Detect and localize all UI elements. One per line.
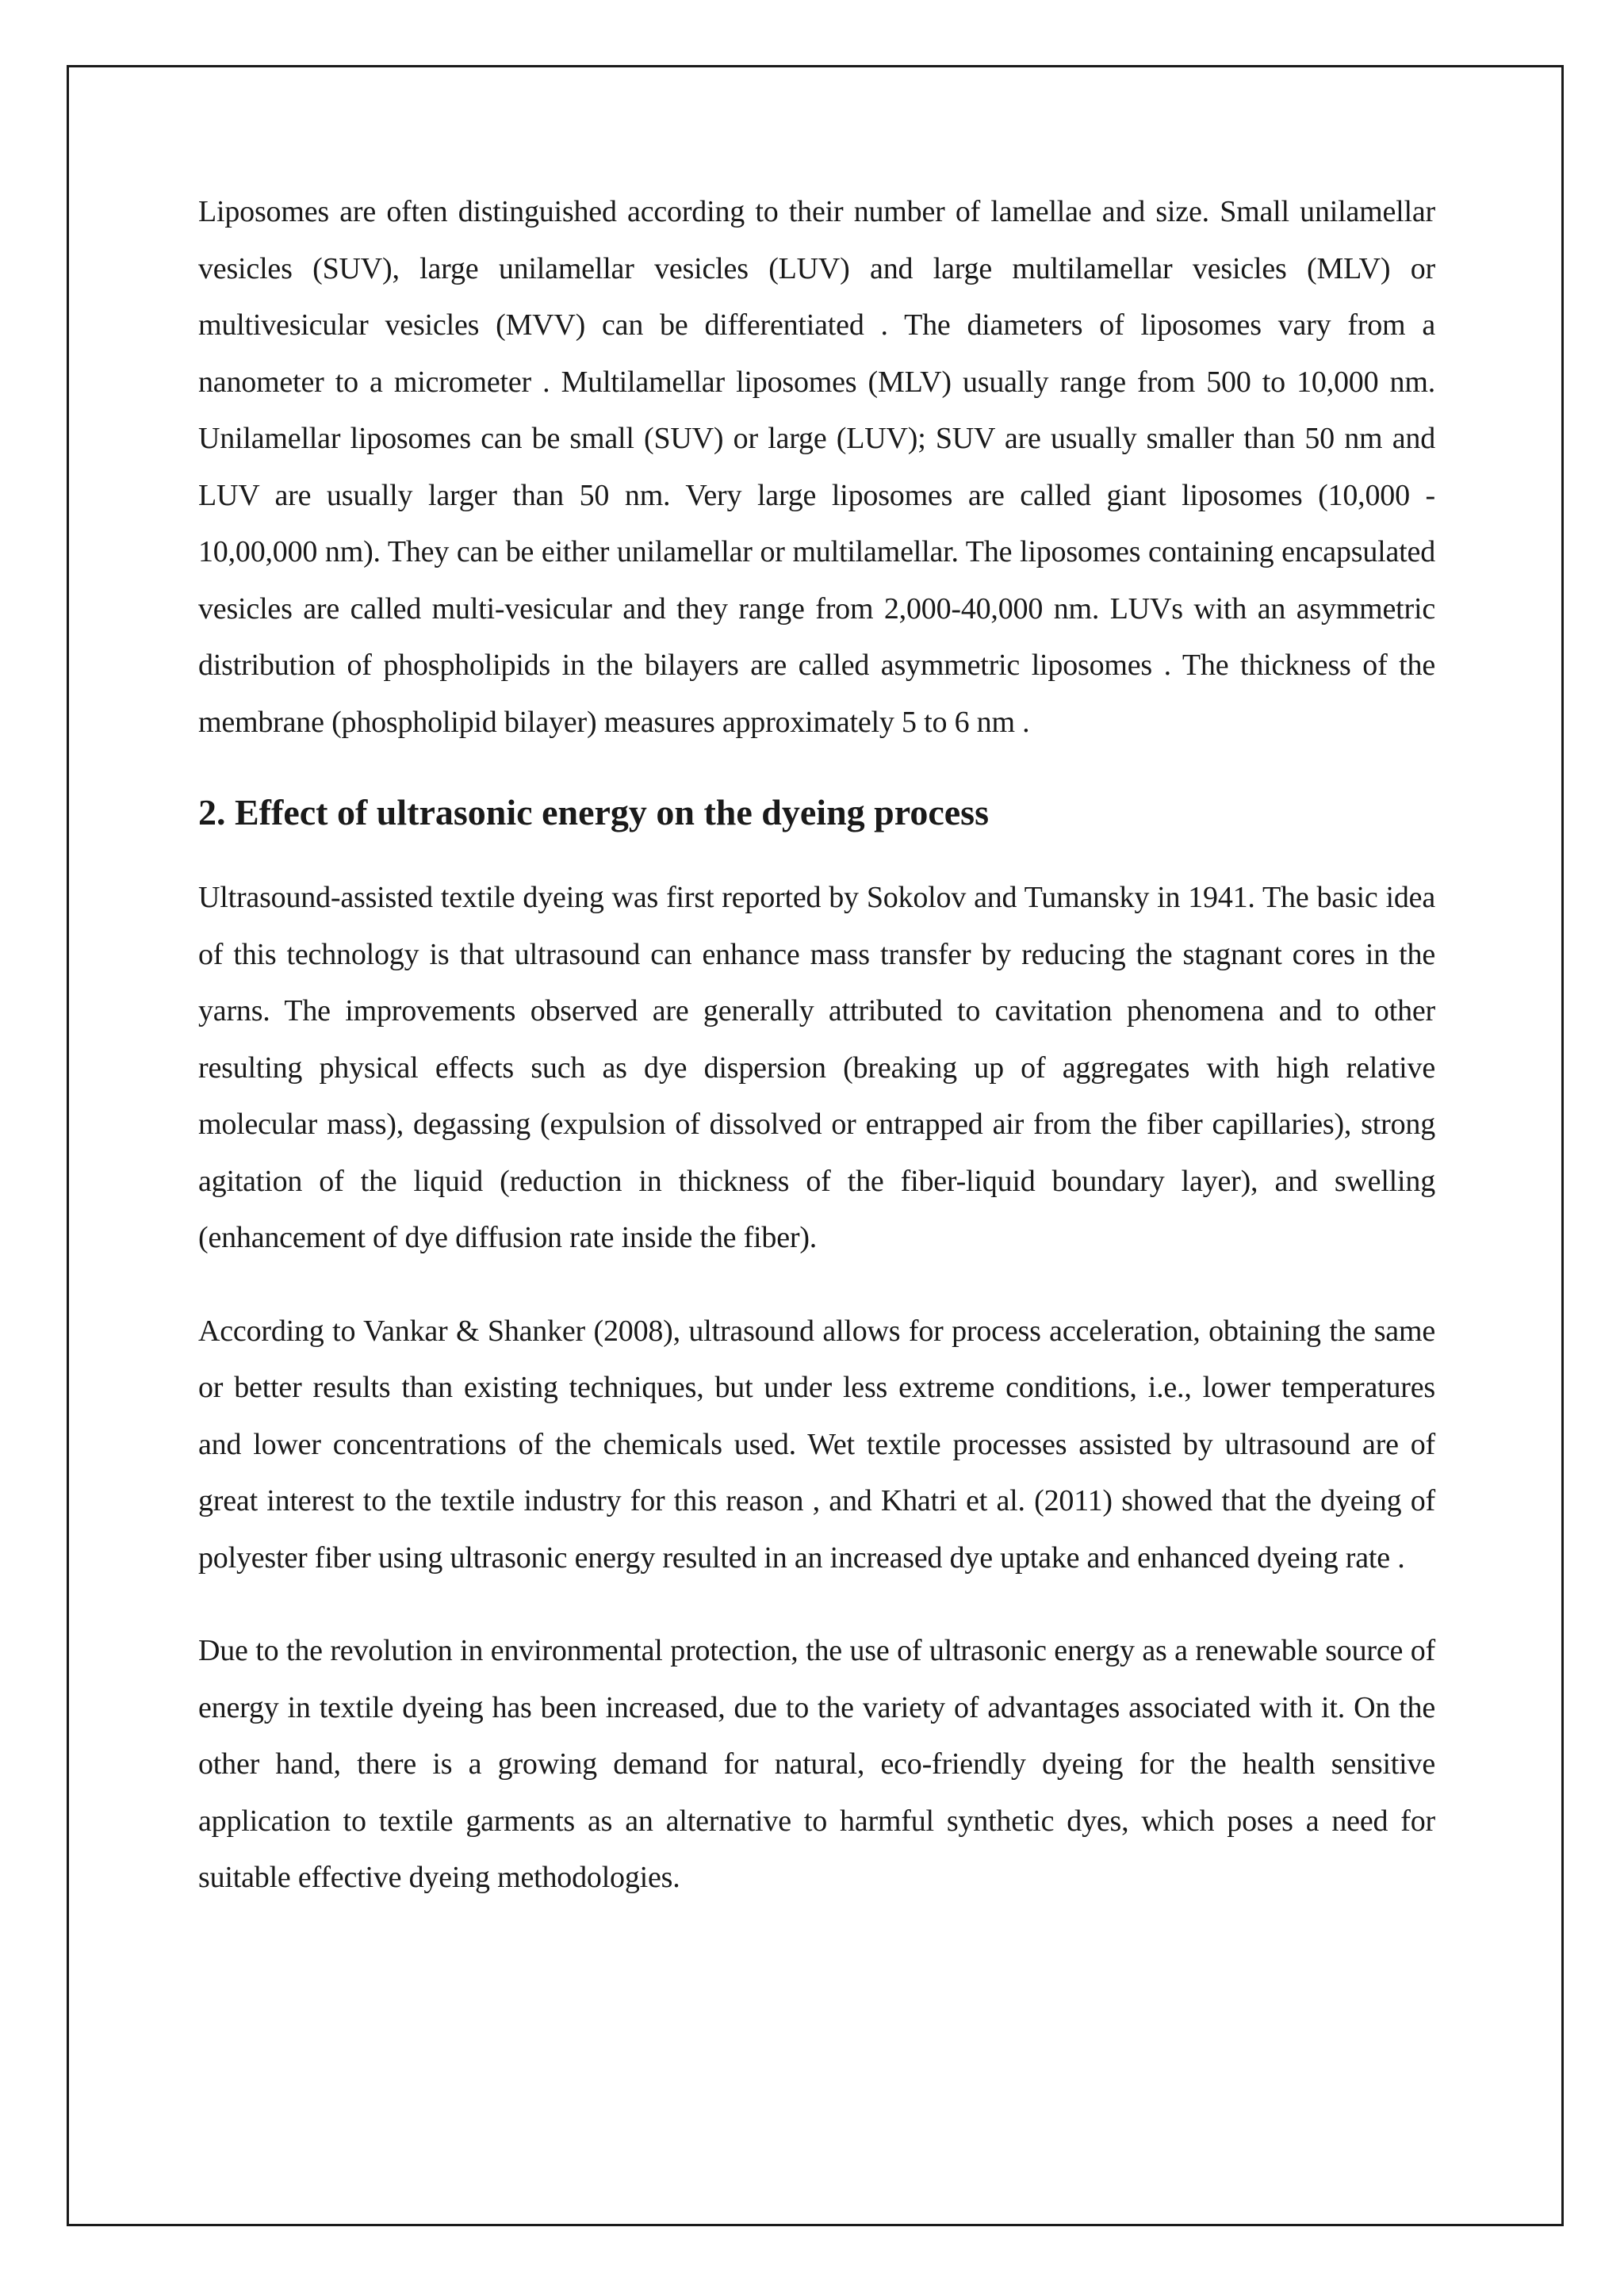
document-body [198, 184, 1435, 1907]
paragraph-liposome-types: Liposomes are often distinguished according to their number of lamellae and size. Small unilamellar vesicles (SUV), large unilamellar vesicles (LUV) and large multilamellar vesicles (MLV) or multivesicular vesicles (MVV) can be differentiated . The diameters of liposomes vary from a nanometer to a micrometer . Multilamellar liposomes (MLV) usually range from 500 to 10,000 nm. Unilamellar liposomes can be small (SUV) or large (LUV); SUV are usually smaller than 50 nm and LUV are usually larger than 50 nm. Very large liposomes are called giant liposomes (10,000 - 10,00,000 nm). They can be either unilamellar or multilamellar. The liposomes containing encapsulated vesicles are called multi-vesicular and they range from 2,000-40,000 nm. LUVs with an asymmetric distribution of phospholipids in the bilayers are called asymmetric liposomes . The thickness of the membrane (phospholipid bilayer) measures approximately 5 to 6 nm . [198, 195, 1435, 739]
paragraph-ultrasound-dyeing: Ultrasound-assisted textile dyeing was first reported by Sokolov and Tumansky in 1941. The basic idea of this technology is that ultrasound can enhance mass transfer by reducing the stagnant cores in the yarns. The improvements observed are generally attributed to cavitation phenomena and to other resulting physical effects such as dye dispersion (breaking up of aggregates with high relative molecular mass), degassing (expulsion of dissolved or entrapped air from the fiber capillaries), strong agitation of the liquid (reduction in thickness of the fiber-liquid boundary layer), and swelling (enhancement of dye diffusion rate inside the fiber). [198, 881, 1435, 1254]
paragraph-vankar-shanker: According to Vankar & Shanker (2008), ultrasound allows for process acceleration, obtaining the same or better results than existing techniques, but under less extreme conditions, i.e., lower temperatures and lower concentrations of the chemicals used. Wet textile processes assisted by ultrasound are of great interest to the textile industry for this reason , and Khatri et al. (2011) showed that the dyeing of polyester fiber using ultrasonic energy resulted in an increased dye uptake and enhanced dyeing rate . [198, 1314, 1435, 1575]
paragraph-environmental: Due to the revolution in environmental protection, the use of ultrasonic energy as a renewable source of energy in textile dyeing has been increased, due to the variety of advantages associated with it. On the other hand, there is a growing demand for natural, eco-friendly dyeing for the health sensitive application to textile garments as an alternative to harmful synthetic dyes, which poses a need for suitable effective dyeing methodologies. [198, 1634, 1435, 1894]
section-heading: 2. Effect of ultrasonic energy on the dyeing process [198, 792, 989, 832]
